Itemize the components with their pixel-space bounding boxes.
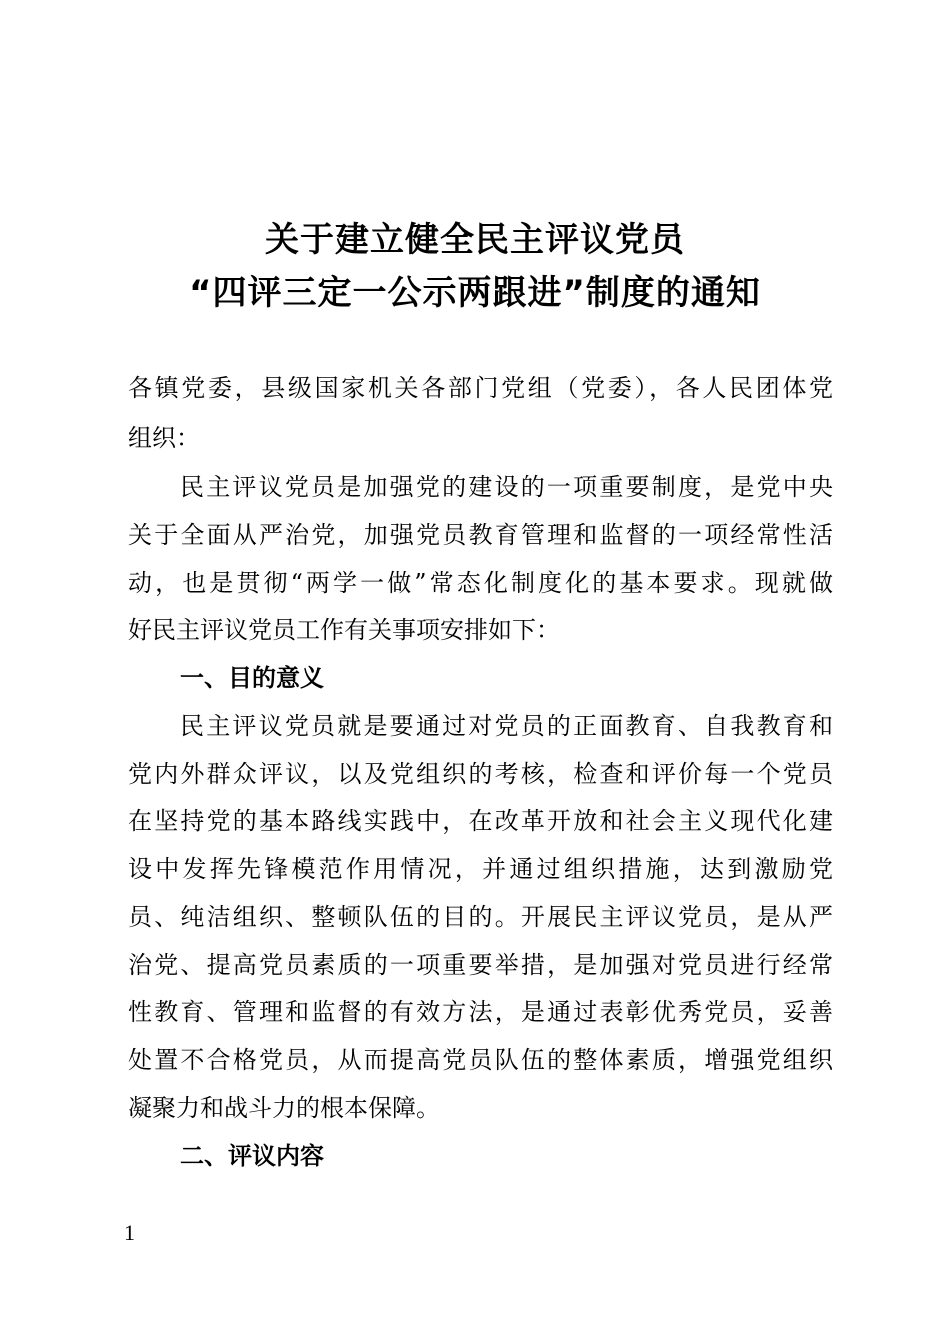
addressee-line-2: 组织： [128,424,200,452]
section-1-line-9: 凝聚力和战斗力的根本保障。 [128,1094,440,1122]
page-number: 1 [124,1220,135,1245]
document-title-line-1: 关于建立健全民主评议党员 [265,220,685,260]
section-1-line-5: 员、纯洁组织、整顿队伍的目的。开展民主评议党员，是从严 [128,903,833,931]
intro-line-1: 民主评议党员是加强党的建设的一项重要制度，是党中央 [180,473,833,501]
section-1-line-4: 设中发挥先锋模范作用情况，并通过组织措施，达到激励党 [128,855,833,883]
document-title-line-2: “四评三定一公示两跟进”制度的通知 [189,273,761,313]
section-1-line-6: 治党、提高党员素质的一项重要举措，是加强对党员进行经常 [128,951,833,979]
section-1-heading: 一、目的意义 [180,664,324,692]
intro-line-4: 好民主评议党员工作有关事项安排如下： [128,616,560,644]
section-1-line-1: 民主评议党员就是要通过对党员的正面教育、自我教育和 [180,712,833,740]
intro-line-2: 关于全面从严治党，加强党员教育管理和监督的一项经常性活 [128,521,833,549]
section-1-line-3: 在坚持党的基本路线实践中，在改革开放和社会主义现代化建 [128,807,833,835]
section-1-line-8: 处置不合格党员，从而提高党员队伍的整体素质，增强党组织 [128,1046,833,1074]
intro-line-3: 动，也是贯彻“两学一做”常态化制度化的基本要求。现就做 [128,569,833,597]
addressee-line-1: 各镇党委，县级国家机关各部门党组（党委），各人民团体党 [128,374,833,402]
section-1-line-7: 性教育、管理和监督的有效方法，是通过表彰优秀党员，妥善 [128,998,833,1026]
section-2-heading: 二、评议内容 [180,1142,324,1170]
section-1-line-2: 党内外群众评议，以及党组织的考核，检查和评价每一个党员 [128,760,833,788]
